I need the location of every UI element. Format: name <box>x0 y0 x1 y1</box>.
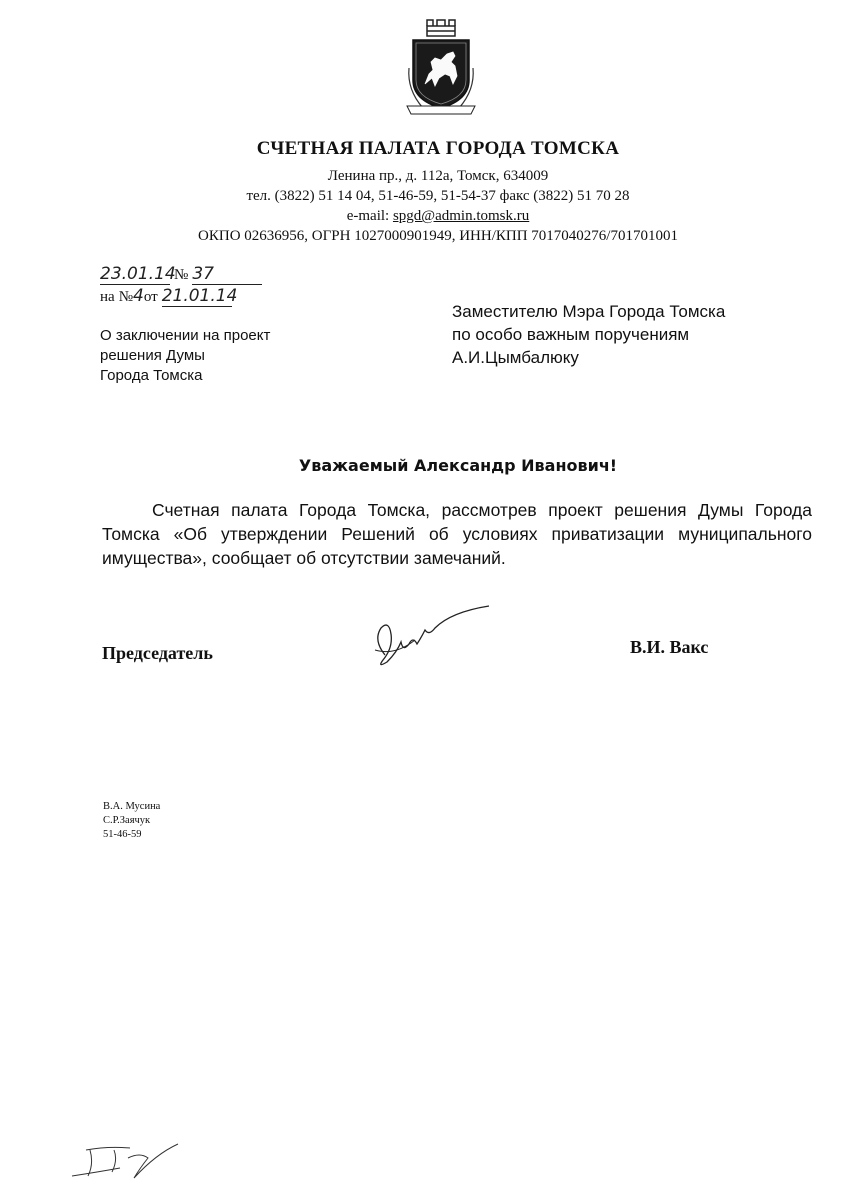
subject-line-1: О заключении на проект <box>100 327 271 344</box>
email-link[interactable]: spgd@admin.tomsk.ru <box>392 208 530 224</box>
addressee-line-3: А.И.Цымбалюку <box>452 348 579 367</box>
letter-subject <box>100 326 270 386</box>
addressee-line-2: по особо важным поручениям <box>452 325 690 344</box>
subject-line-3: Города Томска <box>100 367 203 384</box>
letter-addressee <box>452 300 725 369</box>
organization-address: Ленина пр., д. 112а, Томск, 634009 <box>327 168 549 184</box>
performers-block <box>103 800 160 842</box>
letter-greeting: Уважаемый Александр Иванович! <box>298 456 618 475</box>
ref-date: 21.01.14 <box>161 286 238 306</box>
performer-2: С.Р.Заячук <box>103 815 151 826</box>
organization-email-line <box>0 208 850 225</box>
performer-1: В.А. Мусина <box>103 801 161 812</box>
handwritten-signature <box>355 600 495 675</box>
outgoing-number-label: № <box>174 267 189 283</box>
outgoing-date: 23.01.14 <box>100 264 176 284</box>
ref-number-label: № <box>118 289 133 305</box>
ref-number: 4 <box>133 286 144 306</box>
addressee-line-1: Заместителю Мэра Города Томска <box>452 302 726 321</box>
outgoing-reference <box>100 264 262 285</box>
letter-body: Счетная палата Города Томска, рассмотрев проект решения Думы Города Томска «Об утверждении Решений об условиях приватизации муниципального имущества», сообщает об отсутствии замечаний. <box>102 500 812 568</box>
signatory-title: Председатель <box>102 643 213 663</box>
ref-prefix: на <box>100 289 115 305</box>
performer-phone: 51-46-59 <box>103 829 142 840</box>
coat-of-arms-emblem <box>403 18 479 120</box>
organization-registry: ОКПО 02636956, ОГРН 1027000901949, ИНН/КПП 7017040276/701701001 <box>198 228 678 244</box>
subject-line-2: решения Думы <box>100 347 205 364</box>
email-label: e-mail: <box>346 208 393 224</box>
signatory-name: В.И. Вакс <box>630 637 709 657</box>
incoming-reference <box>100 286 238 307</box>
organization-phones: тел. (3822) 51 14 04, 51-46-59, 51-54-37 факс (3822) 51 70 28 <box>246 188 630 204</box>
organization-name: СЧЕТНАЯ ПАЛАТА ГОРОДА ТОМСКА <box>256 138 620 159</box>
outgoing-number: 37 <box>192 264 262 285</box>
crown-icon <box>427 20 455 36</box>
ref-from-label: от <box>143 289 158 305</box>
initials-scribble <box>68 1138 188 1183</box>
ribbon-icon <box>407 106 475 114</box>
